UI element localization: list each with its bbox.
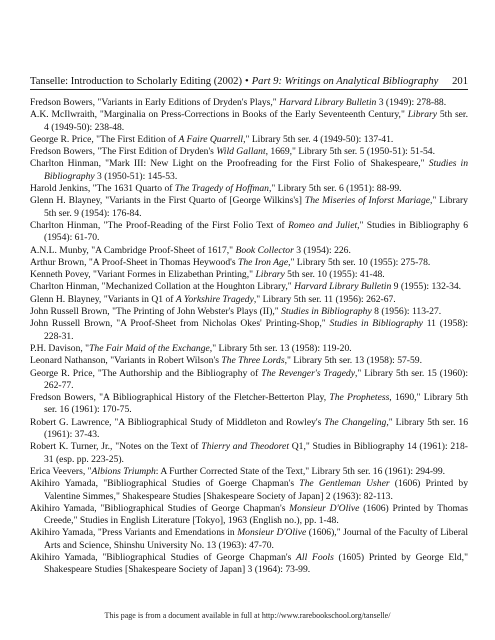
reference-text: Robert K. Turner, Jr., "Notes on the Text of: [30, 441, 202, 453]
reference-text: George R. Price, "The First Edition of: [30, 133, 179, 145]
reference-details: : A Further Corrected State of the Text," Library 5th ser. 16 (1961): 294-99.: [155, 465, 446, 477]
reference-work-title: Harvard Library Bulletin: [294, 281, 392, 293]
reference-text: Fredson Bowers, "Variants in Early Editions of Dryden's Plays,": [30, 97, 280, 108]
reference-work-title: Thierry and Theodoret: [201, 441, 289, 453]
reference-entry: [30, 417, 468, 442]
reference-work-title: The Fair Maid of the Exchange: [89, 342, 210, 354]
reference-details: ," Library 5th ser. 13 (1958): 119-20.: [209, 342, 352, 354]
reference-text: Fredson Bowers, "The First Edition of Dryden's: [30, 146, 217, 158]
page-number: 201: [452, 76, 468, 87]
reference-details: (1605) Printed by George Eld," Shakespeare Studies [Shakespeare Society of Japan] 3 (1964): 73-99.: [44, 551, 468, 576]
reference-entry: [30, 281, 468, 293]
reference-entry: [30, 441, 468, 466]
reference-entry: [30, 343, 468, 355]
reference-entry: [30, 466, 468, 478]
reference-entry: [30, 294, 468, 306]
reference-text: Harold Jenkins, "The 1631 Quarto of: [30, 183, 175, 195]
reference-work-title: Studies in Bibliography: [329, 318, 423, 330]
reference-work-title: The Prophetess: [329, 392, 390, 404]
reference-details: 5th ser. 10 (1955): 41-48.: [284, 269, 385, 281]
reference-work-title: The Three Lords: [221, 355, 285, 367]
reference-work-title: Book Collector: [235, 244, 294, 256]
reference-work-title: The Gentleman Usher: [299, 478, 390, 490]
reference-work-title: Monsieur D'Olive: [289, 502, 360, 514]
reference-details: 3 (1950-51): 145-53.: [94, 170, 178, 182]
reference-text: Akihiro Yamada, "Bibliographical Studies of George Chapman's: [30, 551, 297, 563]
reference-work-title: Monsieur D'Olive: [237, 527, 307, 539]
reference-entry: [30, 183, 468, 195]
reference-work-title: Harvard Library Bulletin: [279, 97, 377, 108]
reference-work-title: The Changeling: [324, 416, 387, 428]
reference-text: Glenn H. Blayney, "Variants in the First Quarto of [George Wilkins's]: [30, 195, 305, 207]
reference-details: (1606)," Journal of the Faculty of Liberal Arts and Science, Shinshu University No. 13 (1963): 47-70.: [44, 527, 468, 551]
reference-text: P.H. Davison, ": [30, 342, 90, 354]
reference-work-title: The Miseries of Inforst Mariage: [304, 195, 430, 207]
reference-text: Leonard Nathanson, "Variants in Robert Wilson's: [30, 355, 222, 367]
reference-details: ," Library 5th ser. 4 (1949-50): 137-41.: [243, 133, 394, 145]
footer-note: This page is from a document available in full at http://www.rarebookschool.org/tanselle/: [104, 611, 391, 620]
header-left: [30, 76, 438, 88]
reference-details: 11 (1958): 228-31.: [44, 318, 468, 342]
reference-work-title: Studies in Bibliography: [44, 158, 468, 182]
reference-text: George R. Price, "The Authorship and the Bibliography of: [30, 367, 262, 379]
reference-details: 3 (1954): 226.: [293, 244, 351, 256]
reference-entry: [30, 478, 468, 503]
reference-work-title: Albions Triumph: [91, 465, 156, 477]
reference-work-title: A Yorkshire Tragedy: [175, 293, 254, 305]
reference-text: Akihiro Yamada, "Press Variants and Emendations in: [30, 527, 238, 539]
reference-work-title: Wild Gallant: [216, 146, 266, 158]
reference-entry: [30, 355, 468, 367]
reference-entry: [30, 527, 468, 552]
reference-entry: [30, 195, 468, 220]
reference-text: Robert G. Lawrence, "A Bibliographical Study of Middleton and Rowley's: [30, 416, 325, 428]
reference-work-title: The Iron Age: [237, 256, 289, 268]
reference-details: 8 (1956): 113-27.: [371, 306, 442, 318]
reference-text: Charlton Hinman, "Mechanized Collation at the Houghton Library,": [30, 281, 295, 293]
reference-details: Q1," Studies in Bibliography 14 (1961): 218-31 (esp. pp. 223-25).: [44, 441, 468, 465]
reference-text: Akihiro Yamada, "Bibliographical Studies of George Chapman's: [30, 502, 290, 514]
reference-entry: [30, 306, 468, 318]
running-header: [30, 76, 468, 90]
reference-work-title: Library: [407, 109, 438, 121]
header-separator: •: [244, 76, 249, 87]
reference-text: Charlton Hinman, "The Proof-Reading of the First Folio Text of: [30, 219, 289, 231]
reference-details: ," Library 5th ser. 16 (1961): 37-43.: [44, 416, 468, 441]
reference-work-title: A Faire Quarrell: [178, 133, 244, 145]
reference-details: (1606) Printed by Thomas Creede," Studies in English Literature [Tokyo], 1963 (English no.), pp. 1-48.: [44, 502, 468, 527]
reference-work-title: Library: [255, 269, 285, 281]
book-title: Tanselle: Introduction to Scholarly Editing (2002): [30, 76, 242, 87]
reference-work-title: All Fools: [296, 551, 334, 563]
reference-details: , 1690," Library 5th ser. 16 (1961): 170-75.: [44, 392, 468, 416]
reference-text: Charlton Hinman, "Mark III: New Light on the Proofreading for the First Folio of Shakespeare,": [30, 158, 429, 170]
reference-entry: [30, 269, 468, 281]
reference-text: John Russell Brown, "A Proof-Sheet from Nicholas Okes' Printing-Shop,": [30, 318, 330, 330]
reference-details: 9 (1955): 132-34.: [391, 281, 462, 293]
reference-entry: [30, 245, 468, 257]
reference-details: 5th ser. 4 (1949-50): 238-48.: [44, 109, 468, 133]
reference-entry: [30, 368, 468, 393]
reference-work-title: The Revenger's Tragedy: [261, 367, 355, 379]
reference-text: Akihiro Yamada, "Bibliographical Studies of Goerge Chapman's: [30, 478, 300, 490]
reference-text: A.K. McIlwraith, "Marginalia on Press-Corrections in Books of the Early Seventeenth Century,": [30, 109, 408, 121]
reference-text: A.N.L. Munby, "A Cambridge Proof-Sheet of 1617,": [30, 244, 236, 256]
reference-entry: [30, 158, 468, 183]
reference-details: ," Library 5th ser. 6 (1951): 88-99.: [268, 183, 402, 195]
reference-entry: [30, 220, 468, 245]
reference-details: ," Studies in Bibliography 6 (1954): 61-70.: [44, 219, 469, 244]
reference-entry: [30, 257, 468, 269]
reference-text: Fredson Bowers, "A Bibliographical History of the Fletcher-Betterton Play,: [30, 392, 330, 404]
reference-list: [30, 97, 468, 577]
reference-details: ," Library 5th ser. 13 (1958): 57-59.: [284, 355, 422, 367]
reference-text: Erica Veevers, ": [30, 465, 92, 477]
reference-details: 3 (1949): 278-88.: [376, 97, 447, 108]
part-title: Part 9: Writings on Analytical Bibliography: [251, 76, 439, 87]
reference-text: Arthur Brown, "A Proof-Sheet in Thomas Heywood's: [30, 256, 238, 268]
reference-text: John Russell Brown, "The Printing of John Webster's Plays (II),": [30, 306, 282, 318]
reference-entry: [30, 134, 468, 146]
reference-entry: [30, 318, 468, 343]
reference-text: Glenn H. Blayney, "Variants in Q1 of: [30, 293, 176, 305]
reference-details: ," Library 5th ser. 15 (1960): 262-77.: [44, 367, 469, 391]
reference-entry: [30, 552, 468, 577]
reference-details: ," Library 5th ser. 9 (1954): 176-84.: [44, 195, 468, 219]
reference-details: ," Library 5th ser. 10 (1955): 275-78.: [288, 256, 431, 268]
reference-entry: [30, 109, 468, 134]
reference-text: Kenneth Povey, "Variant Formes in Elizabethan Printing,": [30, 269, 256, 281]
reference-entry: [30, 392, 468, 417]
reference-details: ," Library 5th ser. 11 (1956): 262-67.: [253, 293, 396, 305]
reference-work-title: The Tragedy of Hoffman: [174, 183, 269, 195]
reference-work-title: Studies in Bibliography: [281, 306, 372, 318]
reference-details: , 1669," Library 5th ser. 5 (1950-51): 51-54.: [265, 146, 436, 158]
reference-entry: [30, 503, 468, 528]
reference-entry: [30, 97, 468, 109]
reference-entry: [30, 146, 468, 158]
reference-work-title: Romeo and Juliet: [288, 219, 358, 231]
reference-details: (1606) Printed by Valentine Simmes," Shakespeare Studies [Shakespeare Society of Japan] 2 (1963): 82-113.: [44, 478, 468, 502]
